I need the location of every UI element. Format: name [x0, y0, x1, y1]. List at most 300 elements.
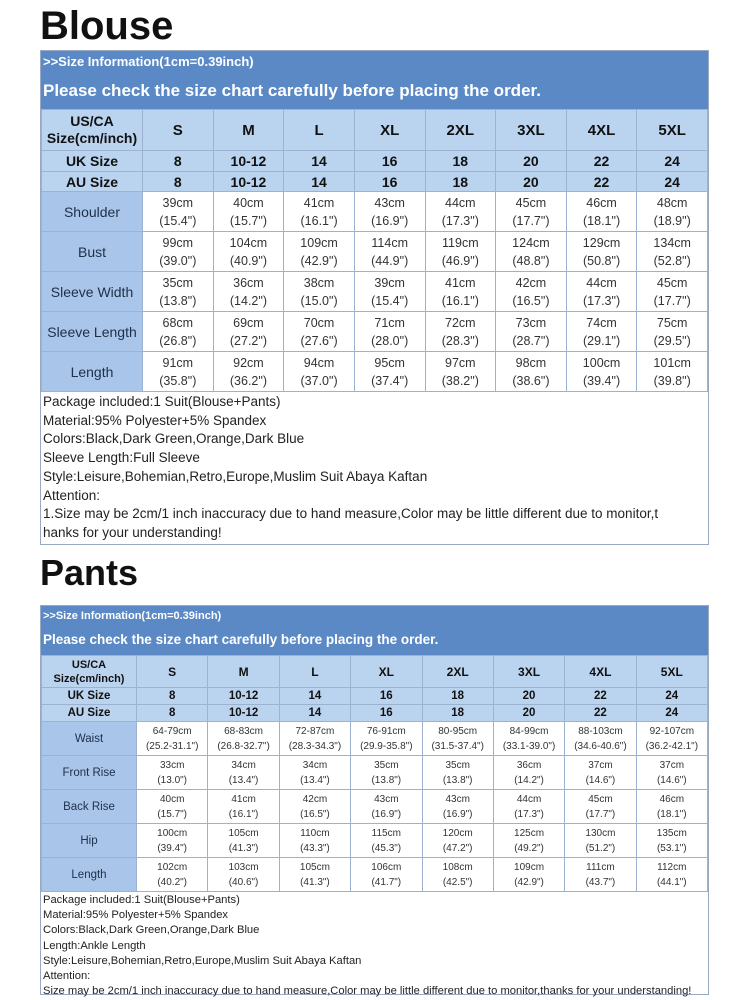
blouse-au-value: 14	[284, 172, 355, 192]
pants-inch-value: (25.2-31.1")	[145, 740, 199, 752]
blouse-measurement-cell	[425, 192, 496, 232]
pants-measurement-cell	[493, 756, 564, 790]
pants-au-value: 8	[137, 705, 208, 722]
blouse-inch-value: (37.4")	[371, 373, 409, 388]
pants-inch-value: (40.6")	[228, 876, 259, 888]
blouse-au-value: 24	[637, 172, 708, 192]
blouse-measurement-cell	[354, 192, 425, 232]
pants-uk-value: 22	[565, 688, 636, 705]
blouse-measurement-row	[42, 352, 708, 392]
pants-size-note: Please check the size chart carefully before placing the order.	[43, 632, 439, 647]
blouse-detail-line: Package included:1 Suit(Blouse+Pants)	[43, 394, 281, 409]
blouse-cm-value: 114cm	[371, 235, 408, 250]
pants-uk-value: 14	[279, 688, 350, 705]
blouse-cm-value: 41cm	[445, 275, 476, 290]
blouse-measurement-label: Length	[42, 352, 143, 392]
pants-cm-value: 106cm	[371, 861, 402, 873]
pants-measurement-label: Hip	[42, 824, 137, 858]
blouse-inch-value: (16.5")	[512, 293, 550, 308]
blouse-measurement-cell	[213, 312, 284, 352]
blouse-uk-value: 18	[425, 151, 496, 172]
blouse-inch-value: (40.9")	[229, 253, 267, 268]
pants-inch-value: (31.5-37.4")	[431, 740, 484, 752]
pants-measurement-label: Waist	[42, 722, 137, 756]
pants-cm-value: 102cm	[157, 861, 188, 873]
pants-size-col: 5XL	[636, 656, 707, 688]
blouse-measurement-label: Shoulder	[42, 192, 143, 232]
blouse-size-col: M	[213, 110, 284, 151]
pants-detail-line: Style:Leisure,Bohemian,Retro,Europe,Muslim Suit Abaya Kaftan	[43, 954, 362, 967]
blouse-measurement-cell	[425, 312, 496, 352]
blouse-detail-line: Style:Leisure,Bohemian,Retro,Europe,Muslim Suit Abaya Kaftan	[43, 468, 428, 484]
pants-size-col: 3XL	[493, 656, 564, 688]
blouse-cm-value: 98cm	[515, 355, 547, 370]
blouse-cm-value: 129cm	[582, 235, 621, 250]
pants-measurement-row	[42, 790, 708, 824]
pants-cm-value: 125cm	[514, 827, 545, 839]
blouse-measurement-label: Sleeve Width	[42, 272, 143, 312]
pants-measurement-cell	[351, 722, 422, 756]
pants-cm-value: 41cm	[231, 793, 256, 805]
pants-inch-value: (17.7")	[585, 808, 616, 820]
blouse-cm-value: 46cm	[586, 195, 617, 210]
pants-inch-value: (33.1-39.0")	[502, 740, 556, 752]
pants-cm-value: 80-95cm	[438, 725, 478, 737]
pants-measurement-cell	[565, 858, 636, 892]
pants-inch-value: (47.2")	[442, 842, 473, 854]
pants-cm-value: 33cm	[159, 759, 185, 771]
blouse-inch-value: (37.0")	[300, 373, 338, 388]
blouse-cm-value: 119cm	[442, 235, 479, 250]
blouse-cm-value: 97cm	[445, 355, 476, 370]
pants-detail-line: Material:95% Polyester+5% Spandex	[43, 909, 229, 922]
blouse-measurement-cell	[496, 192, 567, 232]
blouse-measurement-cell	[566, 192, 637, 232]
pants-cm-value: 40cm	[159, 793, 185, 805]
blouse-inch-value: (39.0")	[159, 253, 197, 268]
blouse-inch-value: (14.2")	[229, 293, 267, 308]
blouse-measurement-cell	[354, 272, 425, 312]
blouse-measurement-cell	[284, 192, 355, 232]
pants-inch-value: (26.8-32.7")	[217, 740, 270, 752]
pants-measurement-cell	[137, 858, 208, 892]
pants-inch-value: (41.3")	[300, 876, 330, 888]
blouse-inch-value: (15.0")	[300, 293, 338, 308]
pants-cm-value: 42cm	[302, 793, 328, 805]
pants-measurement-cell	[422, 756, 493, 790]
blouse-cm-value: 39cm	[374, 275, 405, 290]
blouse-uk-value: 20	[496, 151, 567, 172]
blouse-cm-value: 92cm	[233, 355, 264, 370]
pants-uk-label: UK Size	[42, 688, 137, 705]
blouse-inch-value: (46.9")	[441, 253, 479, 268]
blouse-cm-value: 72cm	[445, 315, 476, 330]
blouse-uk-value: 14	[284, 151, 355, 172]
pants-inch-value: (16.1")	[228, 808, 259, 820]
pants-inch-value: (14.6")	[585, 774, 616, 786]
blouse-au-value: 8	[143, 172, 214, 192]
pants-uk-value: 24	[636, 688, 707, 705]
pants-uk-value: 8	[137, 688, 208, 705]
pants-size-table	[41, 655, 708, 892]
blouse-uk-value: 8	[143, 151, 214, 172]
blouse-detail-line: Material:95% Polyester+5% Spandex	[43, 412, 267, 428]
blouse-cm-value: 73cm	[515, 315, 547, 330]
blouse-size-info: >>Size Information(1cm=0.39inch)	[43, 54, 254, 69]
blouse-cm-value: 38cm	[303, 275, 335, 290]
pants-inch-value: (43.3")	[300, 842, 330, 854]
pants-cm-value: 88-103cm	[578, 725, 623, 737]
pants-measurement-cell	[493, 824, 564, 858]
pants-measurement-cell	[565, 824, 636, 858]
blouse-inch-value: (27.2")	[229, 333, 267, 348]
pants-measurement-cell	[208, 824, 279, 858]
pants-inch-value: (39.4")	[157, 842, 188, 854]
pants-measurement-cell	[636, 858, 707, 892]
pants-measurement-cell	[422, 858, 493, 892]
pants-title: Pants	[40, 552, 139, 593]
pants-inch-value: (49.2")	[514, 842, 544, 854]
pants-inch-value: (14.6")	[656, 774, 687, 786]
pants-measurement-cell	[137, 756, 208, 790]
pants-inch-value: (29.9-35.8")	[360, 740, 413, 752]
pants-measurement-label: Front Rise	[42, 756, 137, 790]
blouse-inch-value: (52.8")	[653, 253, 691, 268]
blouse-inch-value: (28.3")	[441, 333, 479, 348]
blouse-au-value: 10-12	[213, 172, 284, 192]
blouse-inch-value: (17.3")	[441, 213, 479, 228]
pants-uk-value: 18	[422, 688, 493, 705]
blouse-measurement-cell	[213, 232, 284, 272]
blouse-inch-value: (29.5")	[653, 333, 691, 348]
pants-cm-value: 43cm	[374, 793, 399, 805]
pants-cm-value: 68-83cm	[224, 725, 264, 737]
pants-measurement-cell	[351, 858, 422, 892]
blouse-inch-value: (15.7")	[229, 213, 267, 228]
pants-uk-value: 10-12	[208, 688, 279, 705]
pants-inch-value: (51.2")	[585, 842, 616, 854]
blouse-inch-value: (15.4")	[159, 213, 197, 228]
blouse-uk-value: 22	[566, 151, 637, 172]
pants-measurement-cell	[493, 790, 564, 824]
pants-inch-value: (44.1")	[656, 876, 687, 888]
pants-inch-value: (36.2-42.1")	[645, 740, 699, 752]
blouse-inch-value: (28.0")	[371, 333, 409, 348]
blouse-cm-value: 70cm	[303, 315, 335, 330]
pants-inch-value: (16.9")	[442, 808, 473, 820]
pants-detail-line: Attention:	[43, 970, 91, 983]
pants-size-chart	[40, 605, 709, 998]
pants-au-row	[42, 705, 708, 722]
blouse-measurement-cell	[637, 352, 708, 392]
blouse-au-value: 22	[566, 172, 637, 192]
blouse-inch-value: (16.9")	[371, 213, 409, 228]
pants-cm-value: 44cm	[516, 793, 542, 805]
pants-measurement-cell	[279, 790, 350, 824]
blouse-inch-value: (38.2")	[441, 373, 479, 388]
blouse-inch-value: (38.6")	[512, 373, 550, 388]
pants-measurement-cell	[351, 790, 422, 824]
blouse-measurement-cell	[354, 352, 425, 392]
blouse-cm-value: 44cm	[586, 275, 617, 290]
pants-cm-value: 43cm	[445, 793, 470, 805]
blouse-cm-value: 109cm	[300, 235, 338, 250]
pants-size-col: S	[137, 656, 208, 688]
blouse-measurement-cell	[496, 312, 567, 352]
pants-cm-value: 72-87cm	[295, 725, 335, 737]
pants-cm-value: 111cm	[586, 861, 615, 873]
blouse-cm-value: 39cm	[162, 195, 194, 210]
blouse-measurement-cell	[637, 312, 708, 352]
blouse-au-value: 20	[496, 172, 567, 192]
pants-measurement-cell	[208, 858, 279, 892]
blouse-measurement-cell	[213, 352, 284, 392]
blouse-cm-value: 74cm	[586, 315, 617, 330]
pants-cm-value: 36cm	[516, 759, 542, 771]
pants-inch-value: (13.0")	[157, 774, 188, 786]
blouse-cm-value: 134cm	[653, 235, 691, 250]
blouse-inch-value: (44.9")	[371, 253, 409, 268]
pants-au-value: 22	[565, 705, 636, 722]
blouse-inch-value: (13.8")	[159, 293, 197, 308]
pants-au-value: 18	[422, 705, 493, 722]
pants-measurement-cell	[279, 722, 350, 756]
blouse-measurement-cell	[566, 272, 637, 312]
pants-measurement-label: Length	[42, 858, 137, 892]
blouse-cm-value: 104cm	[229, 235, 268, 250]
blouse-inch-value: (35.8")	[159, 373, 197, 388]
blouse-inch-value: (39.8")	[653, 373, 691, 388]
blouse-cm-value: 94cm	[303, 355, 335, 370]
blouse-inch-value: (26.8")	[159, 333, 197, 348]
blouse-size-table	[41, 109, 708, 392]
pants-cm-value: 76-91cm	[366, 725, 406, 737]
pants-header-label: US/CA Size(cm/inch)	[42, 656, 137, 688]
blouse-detail-line: 1.Size may be 2cm/1 inch inaccuracy due to hand measure,Color may be little different due to monitor,t	[43, 506, 659, 522]
pants-inch-value: (13.8")	[371, 774, 402, 786]
pants-measurement-cell	[279, 824, 350, 858]
blouse-uk-value: 24	[637, 151, 708, 172]
pants-measurement-label: Back Rise	[42, 790, 137, 824]
blouse-inch-value: (36.2")	[229, 373, 267, 388]
blouse-measurement-cell	[566, 352, 637, 392]
blouse-detail-line: Colors:Black,Dark Green,Orange,Dark Blue	[43, 431, 305, 447]
pants-measurement-cell	[208, 790, 279, 824]
pants-measurement-cell	[422, 824, 493, 858]
blouse-size-header-row	[42, 110, 708, 151]
blouse-measurement-label: Bust	[42, 232, 143, 272]
pants-measurement-row	[42, 722, 708, 756]
pants-measurement-cell	[137, 790, 208, 824]
blouse-measurement-cell	[425, 232, 496, 272]
pants-uk-value: 16	[351, 688, 422, 705]
pants-details	[41, 892, 708, 999]
blouse-cm-value: 45cm	[515, 195, 547, 210]
pants-inch-value: (34.6-40.6")	[574, 740, 627, 752]
blouse-size-col: S	[143, 110, 214, 151]
blouse-inch-value: (16.1")	[300, 213, 338, 228]
blouse-cm-value: 45cm	[656, 275, 688, 290]
pants-measurement-row	[42, 756, 708, 790]
blouse-cm-value: 124cm	[512, 235, 550, 250]
pants-cm-value: 84-99cm	[509, 725, 549, 737]
pants-au-value: 20	[493, 705, 564, 722]
pants-measurement-cell	[137, 824, 208, 858]
pants-banner	[41, 606, 708, 655]
blouse-measurement-label: Sleeve Length	[42, 312, 143, 352]
pants-inch-value: (16.9")	[371, 808, 402, 820]
blouse-au-value: 18	[425, 172, 496, 192]
blouse-detail-line: hanks for your understanding!	[43, 524, 222, 540]
blouse-uk-row	[42, 151, 708, 172]
pants-cm-value: 103cm	[228, 861, 259, 873]
blouse-detail-line: Attention:	[43, 487, 101, 503]
pants-measurement-rows	[42, 722, 708, 892]
pants-size-info: >>Size Information(1cm=0.39inch)	[43, 610, 222, 622]
blouse-measurement-cell	[496, 232, 567, 272]
pants-inch-value: (13.4")	[228, 774, 259, 786]
pants-inch-value: (42.9")	[514, 876, 544, 888]
pants-cm-value: 105cm	[299, 861, 330, 873]
pants-detail-line: Length:Ankle Length	[43, 939, 146, 952]
blouse-uk-label: UK Size	[42, 151, 143, 172]
blouse-measurement-cell	[284, 272, 355, 312]
blouse-measurement-rows	[42, 192, 708, 392]
blouse-size-note: Please check the size chart carefully before placing the order.	[43, 81, 541, 100]
pants-cm-value: 34cm	[231, 759, 256, 771]
pants-measurement-cell	[636, 824, 707, 858]
pants-cm-value: 37cm	[659, 759, 685, 771]
pants-inch-value: (42.5")	[442, 876, 473, 888]
pants-au-value: 24	[636, 705, 707, 722]
blouse-cm-value: 43cm	[374, 195, 405, 210]
blouse-cm-value: 101cm	[653, 355, 691, 370]
blouse-measurement-cell	[284, 232, 355, 272]
pants-cm-value: 35cm	[374, 759, 399, 771]
blouse-cm-value: 91cm	[162, 355, 194, 370]
pants-cm-value: 110cm	[300, 827, 330, 839]
pants-cm-value: 92-107cm	[649, 725, 695, 737]
pants-size-col: L	[279, 656, 350, 688]
pants-uk-row	[42, 688, 708, 705]
blouse-inch-value: (18.1")	[583, 213, 621, 228]
blouse-cm-value: 68cm	[162, 315, 194, 330]
blouse-measurement-cell	[496, 352, 567, 392]
blouse-cm-value: 36cm	[233, 275, 264, 290]
blouse-cm-value: 42cm	[515, 275, 547, 290]
pants-au-value: 14	[279, 705, 350, 722]
pants-measurement-cell	[208, 722, 279, 756]
blouse-cm-value: 99cm	[162, 235, 194, 250]
pants-measurement-cell	[636, 722, 707, 756]
pants-cm-value: 115cm	[371, 827, 401, 839]
blouse-measurement-cell	[425, 352, 496, 392]
pants-size-col: 2XL	[422, 656, 493, 688]
blouse-au-row	[42, 172, 708, 192]
blouse-size-col: XL	[354, 110, 425, 151]
pants-size-col: XL	[351, 656, 422, 688]
pants-inch-value: (43.7")	[585, 876, 616, 888]
pants-cm-value: 45cm	[588, 793, 613, 805]
pants-measurement-cell	[636, 790, 707, 824]
blouse-measurement-row	[42, 272, 708, 312]
pants-inch-value: (45.3")	[371, 842, 402, 854]
pants-size-col: 4XL	[565, 656, 636, 688]
pants-au-value: 16	[351, 705, 422, 722]
blouse-measurement-cell	[637, 232, 708, 272]
blouse-inch-value: (29.1")	[583, 333, 621, 348]
blouse-measurement-cell	[284, 312, 355, 352]
pants-cm-value: 112cm	[657, 861, 687, 873]
pants-detail-line: Colors:Black,Dark Green,Orange,Dark Blue	[43, 924, 260, 937]
pants-cm-value: 64-79cm	[152, 725, 192, 737]
pants-detail-line: Package included:1 Suit(Blouse+Pants)	[43, 894, 240, 906]
pants-measurement-cell	[565, 790, 636, 824]
pants-measurement-cell	[636, 756, 707, 790]
pants-measurement-cell	[279, 756, 350, 790]
blouse-banner	[41, 51, 708, 109]
pants-cm-value: 135cm	[656, 827, 687, 839]
pants-measurement-cell	[208, 756, 279, 790]
blouse-size-col: 3XL	[496, 110, 567, 151]
blouse-measurement-cell	[143, 272, 214, 312]
blouse-measurement-cell	[284, 352, 355, 392]
blouse-measurement-row	[42, 192, 708, 232]
blouse-au-value: 16	[354, 172, 425, 192]
pants-cm-value: 120cm	[442, 827, 473, 839]
blouse-measurement-cell	[354, 312, 425, 352]
pants-inch-value: (41.3")	[228, 842, 259, 854]
blouse-measurement-cell	[637, 272, 708, 312]
blouse-cm-value: 48cm	[656, 195, 688, 210]
pants-inch-value: (16.5")	[300, 808, 330, 820]
pants-inch-value: (13.8")	[442, 774, 473, 786]
blouse-inch-value: (17.3")	[583, 293, 621, 308]
blouse-uk-value: 10-12	[213, 151, 284, 172]
pants-cm-value: 46cm	[659, 793, 685, 805]
pants-inch-value: (13.4")	[300, 774, 330, 786]
pants-cm-value: 130cm	[585, 827, 616, 839]
pants-uk-value: 20	[493, 688, 564, 705]
pants-measurement-cell	[493, 858, 564, 892]
blouse-cm-value: 35cm	[162, 275, 194, 290]
pants-inch-value: (40.2")	[157, 876, 188, 888]
blouse-inch-value: (28.7")	[512, 333, 550, 348]
blouse-cm-value: 44cm	[445, 195, 476, 210]
pants-cm-value: 34cm	[302, 759, 328, 771]
blouse-inch-value: (17.7")	[512, 213, 550, 228]
blouse-measurement-cell	[637, 192, 708, 232]
blouse-measurement-cell	[425, 272, 496, 312]
blouse-cm-value: 69cm	[233, 315, 264, 330]
blouse-size-chart	[40, 50, 709, 545]
blouse-measurement-cell	[213, 192, 284, 232]
pants-inch-value: (53.1")	[656, 842, 687, 854]
pants-inch-value: (14.2")	[514, 774, 544, 786]
blouse-inch-value: (18.9")	[653, 213, 691, 228]
blouse-size-col: L	[284, 110, 355, 151]
pants-cm-value: 100cm	[157, 827, 188, 839]
pants-cm-value: 109cm	[514, 861, 545, 873]
pants-measurement-cell	[422, 722, 493, 756]
pants-measurement-cell	[351, 824, 422, 858]
pants-inch-value: (15.7")	[157, 808, 188, 820]
blouse-measurement-cell	[143, 192, 214, 232]
pants-measurement-cell	[422, 790, 493, 824]
pants-detail-line: Size may be 2cm/1 inch inaccuracy due to hand measure,Color may be little different due to monitor,thanks for your understanding!	[43, 985, 692, 998]
pants-inch-value: (41.7")	[371, 876, 402, 888]
blouse-title: Blouse	[40, 4, 174, 48]
